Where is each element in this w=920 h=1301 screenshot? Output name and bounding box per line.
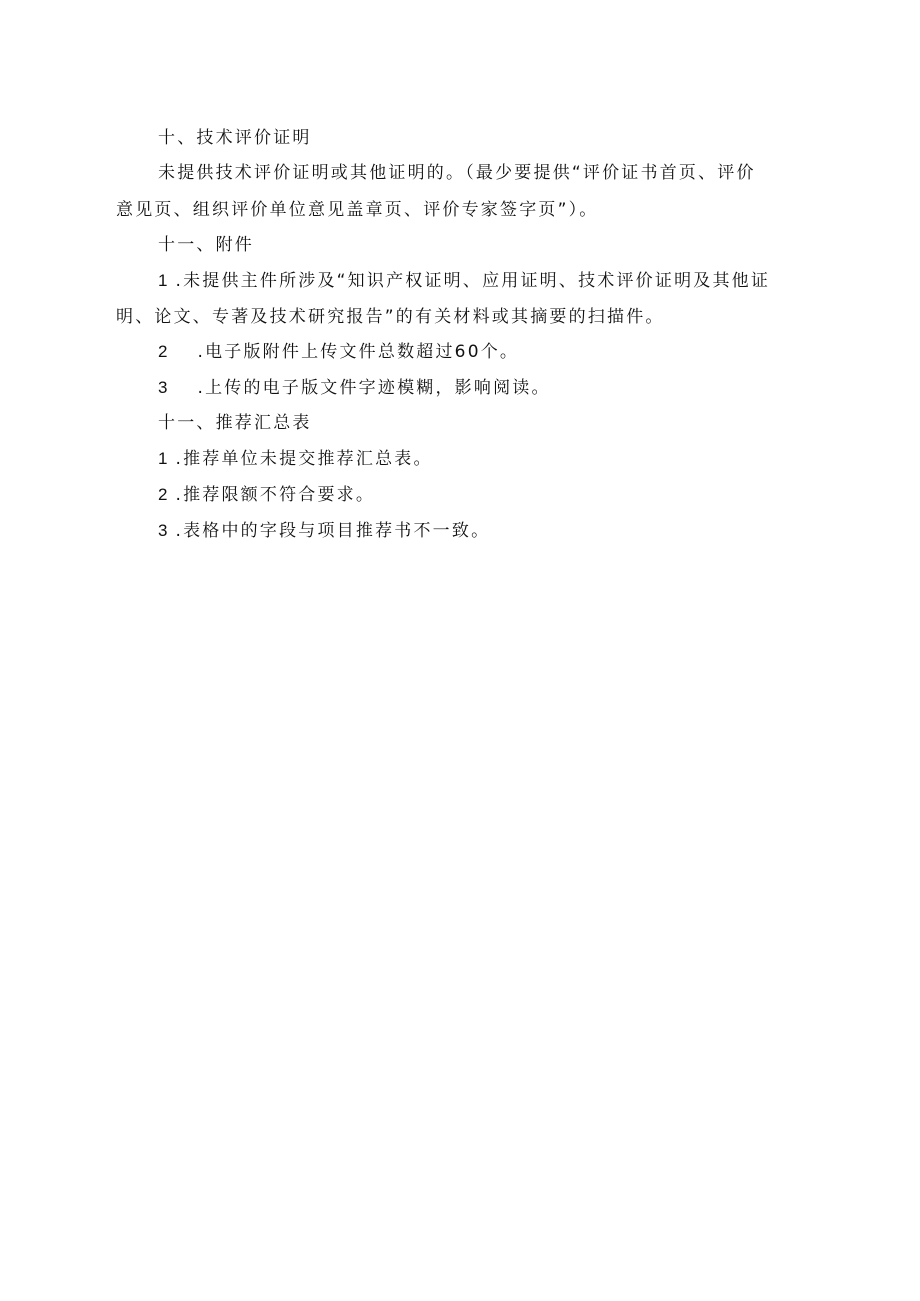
heading-text: 十一、附件: [158, 235, 254, 255]
item-text: .上传的电子版文件字迹模糊，影响阅读。: [197, 378, 551, 398]
paragraph-line: 未提供技术评价证明或其他证明的。（最少要提供“评价证书首页、评价: [158, 163, 756, 183]
item-number: 1: [158, 271, 168, 290]
list-item-continuation: 明、论文、专著及技术研究报告”的有关材料或其摘要的扫描件。: [116, 307, 665, 327]
item-text: .未提供主件所涉及“知识产权证明、应用证明、技术评价证明及其他证: [175, 271, 771, 291]
item-number: 3: [158, 521, 168, 540]
item-number: 2: [158, 342, 168, 361]
section-heading-recommendation-summary: 十一、推荐汇总表: [158, 413, 312, 433]
item-number: 3: [158, 378, 168, 397]
section-heading-tech-evaluation: 十、技术评价证明: [158, 128, 312, 148]
item-text: .推荐单位未提交推荐汇总表。: [175, 449, 433, 469]
item-number: 1: [158, 449, 168, 468]
list-item: [158, 340, 519, 364]
list-item: [158, 483, 375, 507]
list-item: [158, 376, 551, 400]
section-heading-attachments: [158, 233, 254, 257]
paragraph-line: 意见页、组织评价单位意见盖章页、评价专家签字页”）。: [116, 200, 599, 220]
item-number: 2: [158, 485, 168, 504]
item-text: .表格中的字段与项目推荐书不一致。: [175, 521, 491, 541]
item-text: .推荐限额不符合要求。: [175, 485, 376, 505]
item-text: .电子版附件上传文件总数超过60个。: [197, 342, 520, 362]
list-item: [158, 447, 433, 471]
list-item: [158, 519, 490, 543]
list-item: [158, 269, 770, 293]
